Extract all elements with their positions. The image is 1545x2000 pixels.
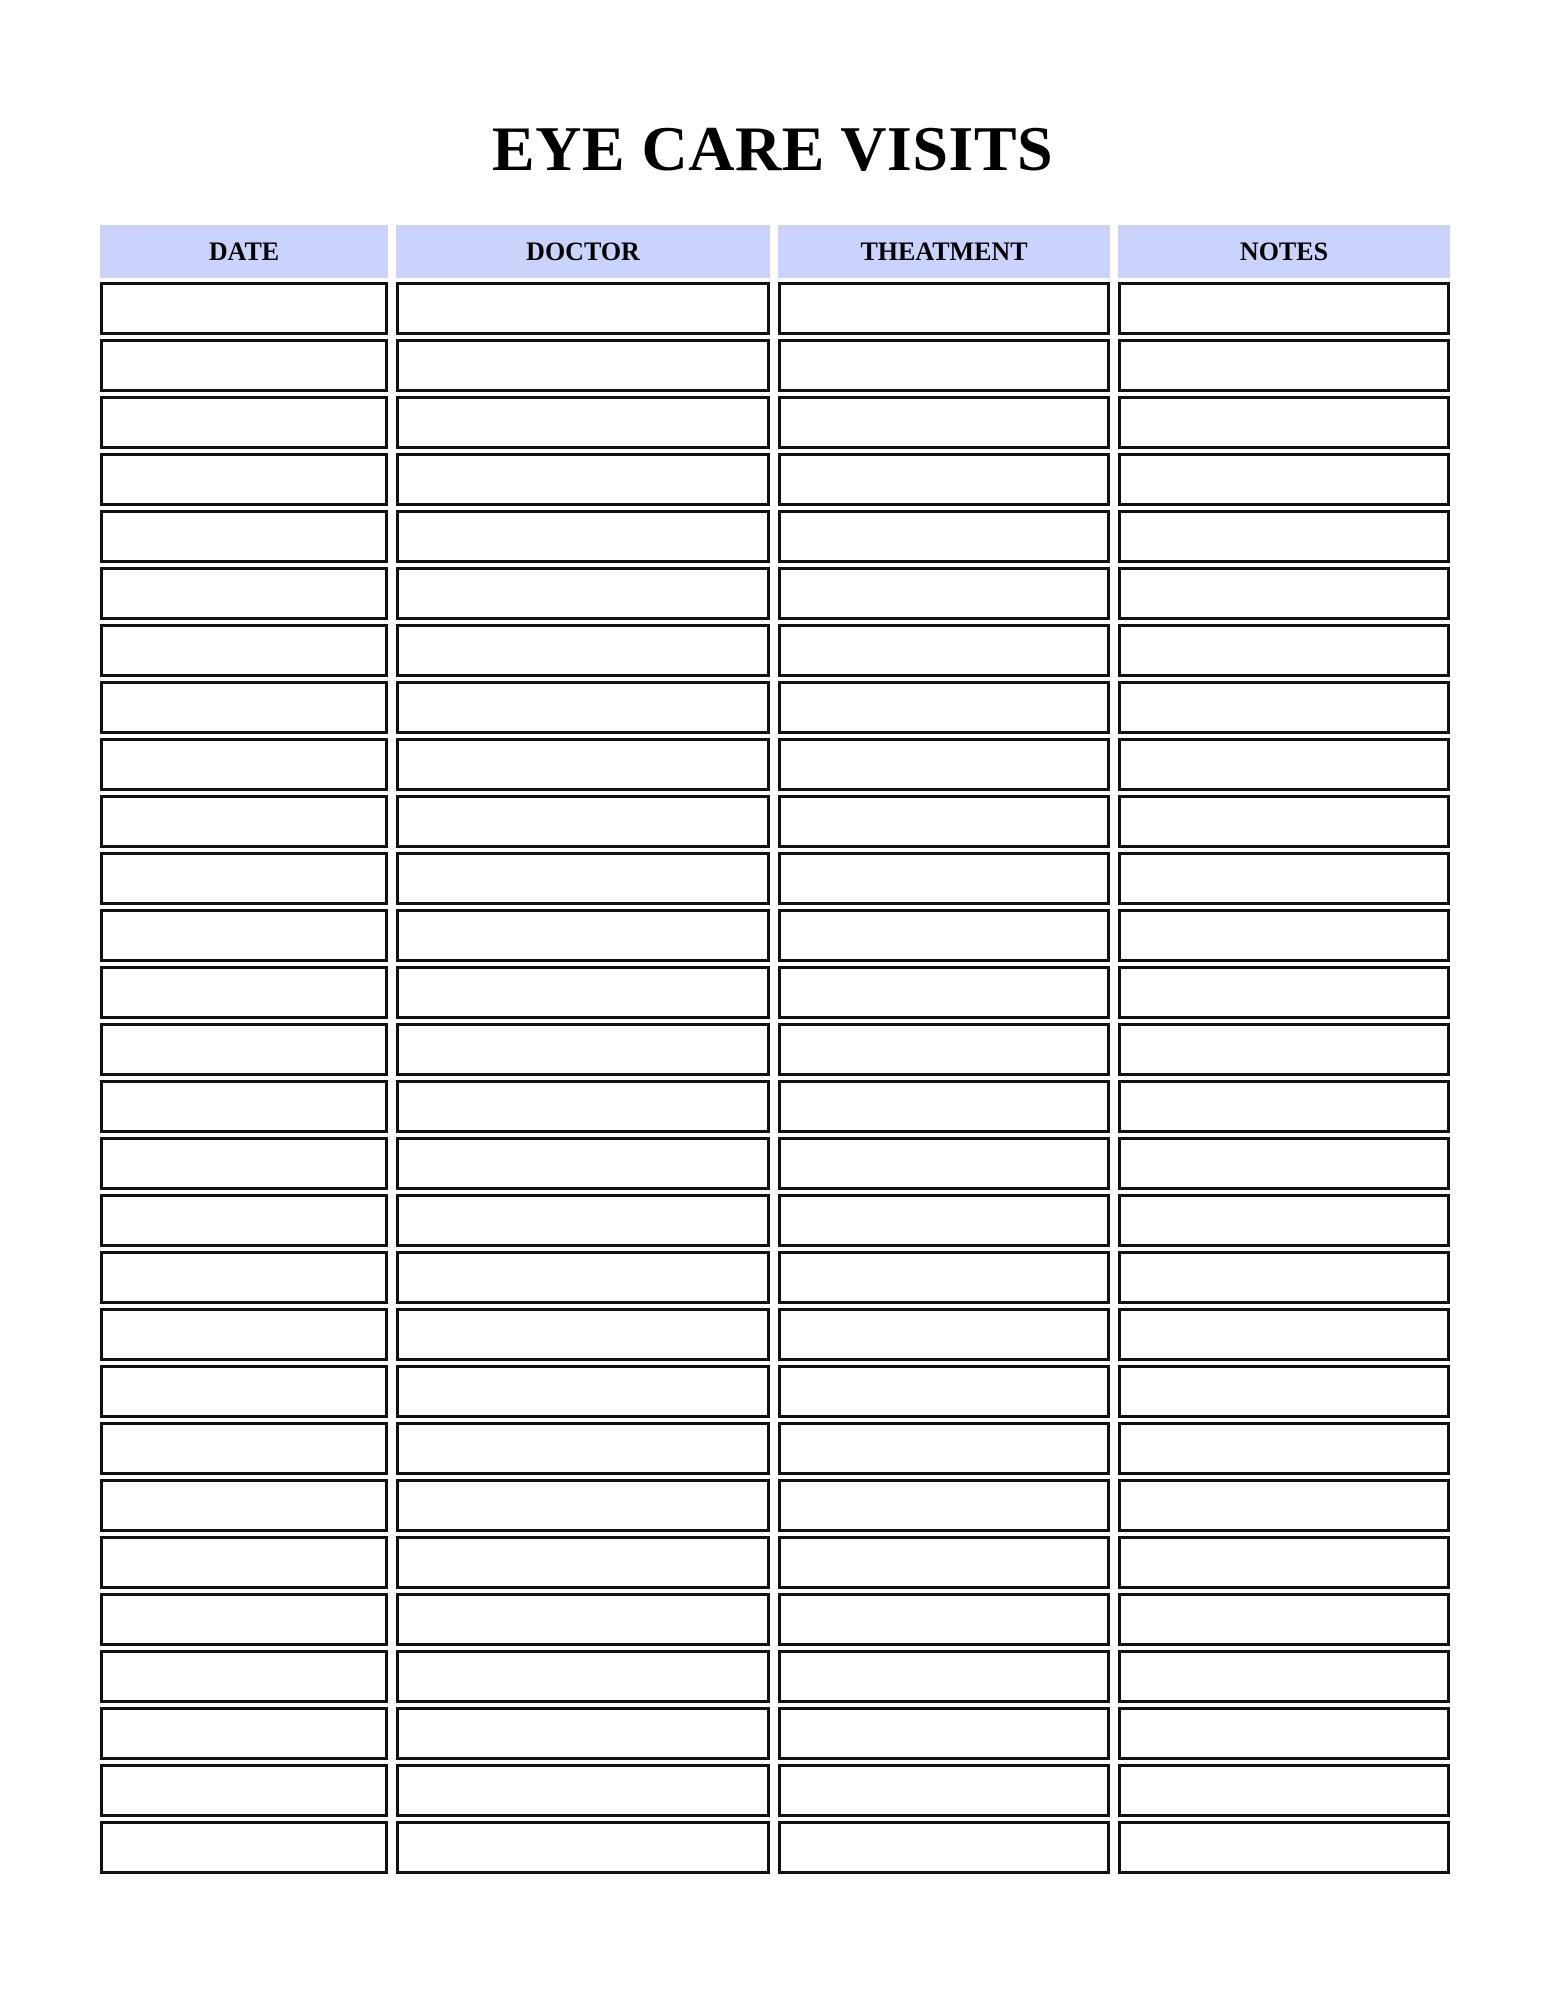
table-cell-date[interactable] — [100, 1251, 388, 1304]
table-cell-treatment[interactable] — [778, 1137, 1110, 1190]
table-cell-doctor[interactable] — [396, 1707, 770, 1760]
table-cell-notes[interactable] — [1118, 1479, 1450, 1532]
column-header-notes: NOTES — [1118, 225, 1450, 278]
table-cell-doctor[interactable] — [396, 1023, 770, 1076]
table-cell-notes[interactable] — [1118, 1365, 1450, 1418]
page-title: EYE CARE VISITS — [491, 113, 1054, 184]
table-cell-date[interactable] — [100, 1194, 388, 1247]
table-cell-date[interactable] — [100, 1479, 388, 1532]
table-cell-notes[interactable] — [1118, 339, 1450, 392]
table-cell-date[interactable] — [100, 966, 388, 1019]
table-cell-doctor[interactable] — [396, 510, 770, 563]
table-cell-doctor[interactable] — [396, 738, 770, 791]
table-cell-notes[interactable] — [1118, 966, 1450, 1019]
table-cell-date[interactable] — [100, 795, 388, 848]
table-cell-doctor[interactable] — [396, 966, 770, 1019]
table-cell-treatment[interactable] — [778, 1308, 1110, 1361]
table-cell-date[interactable] — [100, 1308, 388, 1361]
table-cell-date[interactable] — [100, 1536, 388, 1589]
table-cell-doctor[interactable] — [396, 681, 770, 734]
table-cell-date[interactable] — [100, 1023, 388, 1076]
table-cell-date[interactable] — [100, 909, 388, 962]
table-cell-doctor[interactable] — [396, 1593, 770, 1646]
table-cell-notes[interactable] — [1118, 1422, 1450, 1475]
table-cell-treatment[interactable] — [778, 1764, 1110, 1817]
table-cell-treatment[interactable] — [778, 1821, 1110, 1874]
table-cell-doctor[interactable] — [396, 1764, 770, 1817]
table-cell-date[interactable] — [100, 1080, 388, 1133]
table-cell-notes[interactable] — [1118, 1080, 1450, 1133]
table-cell-date[interactable] — [100, 738, 388, 791]
table-cell-notes[interactable] — [1118, 1764, 1450, 1817]
table-cell-date[interactable] — [100, 282, 388, 335]
table-cell-doctor[interactable] — [396, 1251, 770, 1304]
table-cell-treatment[interactable] — [778, 453, 1110, 506]
table-cell-notes[interactable] — [1118, 1593, 1450, 1646]
column-header-date: DATE — [100, 225, 388, 278]
table-cell-doctor[interactable] — [396, 339, 770, 392]
table-cell-doctor[interactable] — [396, 795, 770, 848]
table-cell-treatment[interactable] — [778, 681, 1110, 734]
table-cell-notes[interactable] — [1118, 795, 1450, 848]
table-cell-notes[interactable] — [1118, 1251, 1450, 1304]
table-cell-doctor[interactable] — [396, 852, 770, 905]
table-cell-notes[interactable] — [1118, 453, 1450, 506]
table-cell-notes[interactable] — [1118, 1194, 1450, 1247]
table-cell-notes[interactable] — [1118, 738, 1450, 791]
table-cell-notes[interactable] — [1118, 510, 1450, 563]
table-cell-date[interactable] — [100, 624, 388, 677]
column-header-treatment: THEATMENT — [778, 225, 1110, 278]
table-cell-treatment[interactable] — [778, 738, 1110, 791]
table-cell-date[interactable] — [100, 1422, 388, 1475]
table-cell-date[interactable] — [100, 852, 388, 905]
table-cell-doctor[interactable] — [396, 1536, 770, 1589]
table-cell-notes[interactable] — [1118, 624, 1450, 677]
table-cell-treatment[interactable] — [778, 1023, 1110, 1076]
table-cell-treatment[interactable] — [778, 567, 1110, 620]
table-cell-treatment[interactable] — [778, 1194, 1110, 1247]
table-cell-notes[interactable] — [1118, 1650, 1450, 1703]
table-cell-date[interactable] — [100, 681, 388, 734]
table-cell-treatment[interactable] — [778, 339, 1110, 392]
table-cell-doctor[interactable] — [396, 1821, 770, 1874]
table-cell-treatment[interactable] — [778, 1536, 1110, 1589]
table-cell-notes[interactable] — [1118, 852, 1450, 905]
table-cell-date[interactable] — [100, 339, 388, 392]
table-cell-date[interactable] — [100, 1764, 388, 1817]
table-cell-notes[interactable] — [1118, 1308, 1450, 1361]
table-cell-date[interactable] — [100, 1137, 388, 1190]
table-cell-treatment[interactable] — [778, 1707, 1110, 1760]
table-cell-treatment[interactable] — [778, 396, 1110, 449]
table-cell-date[interactable] — [100, 396, 388, 449]
table-cell-doctor[interactable] — [396, 624, 770, 677]
table-cell-date[interactable] — [100, 1365, 388, 1418]
table-cell-doctor[interactable] — [396, 1080, 770, 1133]
table-cell-treatment[interactable] — [778, 1422, 1110, 1475]
table-cell-doctor[interactable] — [396, 1422, 770, 1475]
table-cell-treatment[interactable] — [778, 624, 1110, 677]
table-cell-doctor[interactable] — [396, 1137, 770, 1190]
table-cell-doctor[interactable] — [396, 567, 770, 620]
table-cell-doctor[interactable] — [396, 1194, 770, 1247]
table-cell-treatment[interactable] — [778, 510, 1110, 563]
table-cell-doctor[interactable] — [396, 1650, 770, 1703]
table-cell-doctor[interactable] — [396, 1365, 770, 1418]
table-cell-doctor[interactable] — [396, 396, 770, 449]
table-cell-date[interactable] — [100, 453, 388, 506]
visits-table — [100, 225, 1450, 1874]
table-cell-treatment[interactable] — [778, 1479, 1110, 1532]
table-cell-date[interactable] — [100, 1650, 388, 1703]
table-cell-doctor[interactable] — [396, 1308, 770, 1361]
table-cell-date[interactable] — [100, 510, 388, 563]
table-cell-notes[interactable] — [1118, 396, 1450, 449]
table-cell-date[interactable] — [100, 1593, 388, 1646]
table-cell-treatment[interactable] — [778, 1650, 1110, 1703]
table-cell-notes[interactable] — [1118, 1536, 1450, 1589]
table-cell-notes[interactable] — [1118, 681, 1450, 734]
table-cell-notes[interactable] — [1118, 1023, 1450, 1076]
table-cell-doctor[interactable] — [396, 282, 770, 335]
table-cell-date[interactable] — [100, 1821, 388, 1874]
table-cell-date[interactable] — [100, 1707, 388, 1760]
table-cell-notes[interactable] — [1118, 282, 1450, 335]
table-cell-treatment[interactable] — [778, 282, 1110, 335]
table-cell-date[interactable] — [100, 567, 388, 620]
table-cell-doctor[interactable] — [396, 909, 770, 962]
table-cell-treatment[interactable] — [778, 909, 1110, 962]
table-cell-notes[interactable] — [1118, 909, 1450, 962]
table-cell-notes[interactable] — [1118, 567, 1450, 620]
table-cell-treatment[interactable] — [778, 1080, 1110, 1133]
table-cell-notes[interactable] — [1118, 1707, 1450, 1760]
table-cell-doctor[interactable] — [396, 1479, 770, 1532]
table-cell-treatment[interactable] — [778, 852, 1110, 905]
table-cell-treatment[interactable] — [778, 1365, 1110, 1418]
column-header-doctor: DOCTOR — [396, 225, 770, 278]
table-cell-notes[interactable] — [1118, 1137, 1450, 1190]
table-cell-treatment[interactable] — [778, 966, 1110, 1019]
table-cell-treatment[interactable] — [778, 1251, 1110, 1304]
table-cell-treatment[interactable] — [778, 795, 1110, 848]
table-cell-treatment[interactable] — [778, 1593, 1110, 1646]
table-cell-notes[interactable] — [1118, 1821, 1450, 1874]
table-cell-doctor[interactable] — [396, 453, 770, 506]
